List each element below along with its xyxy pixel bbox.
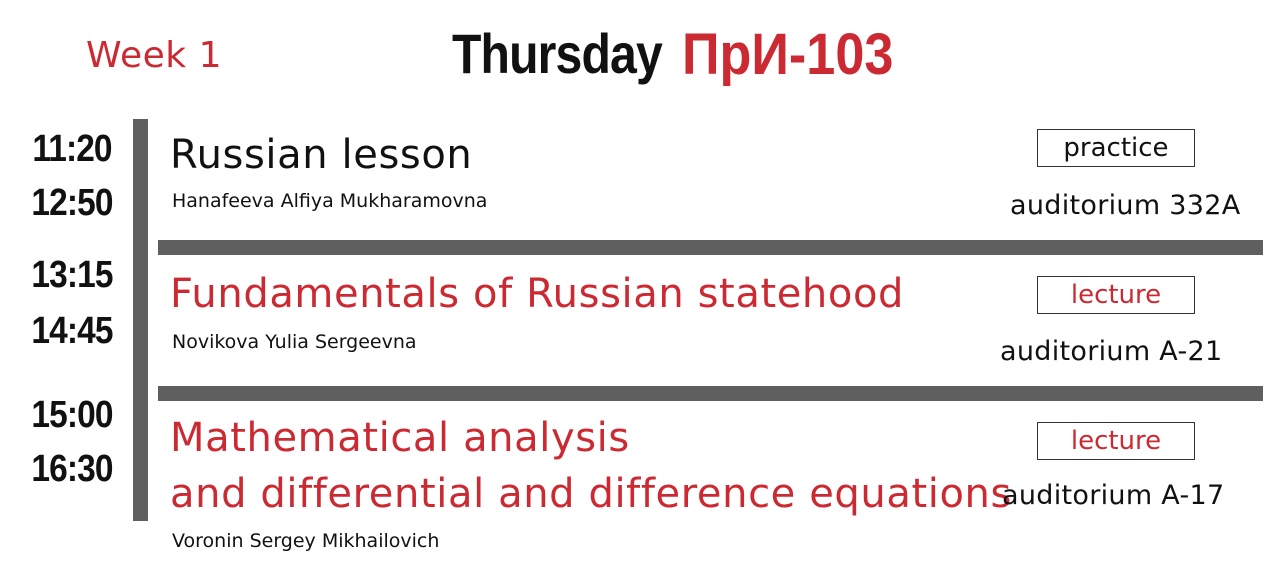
lesson-divider-1: [158, 240, 1263, 255]
lesson-1-type-badge: practice: [1037, 129, 1195, 167]
lesson-divider-2: [158, 386, 1263, 401]
lesson-3-subject-line-1: Mathematical analysis: [170, 415, 630, 461]
lesson-1-room: auditorium 332A: [1010, 190, 1241, 221]
lesson-2-room: auditorium A-21: [1000, 336, 1223, 367]
lesson-3-teacher: Voronin Sergey Mikhailovich: [172, 530, 440, 552]
vertical-divider: [133, 119, 148, 521]
week-label: Week 1: [86, 35, 222, 76]
lesson-3-type-badge: lecture: [1037, 422, 1195, 460]
lesson-3-room: auditorium A-17: [1002, 480, 1225, 511]
day-title: Thursday: [452, 22, 662, 85]
lesson-1-teacher: Hanafeeva Alfiya Mukharamovna: [172, 190, 488, 212]
lesson-3-start-time: 15:00: [31, 394, 113, 436]
lesson-2-subject: Fundamentals of Russian statehood: [170, 271, 905, 317]
lesson-2-start-time: 13:15: [31, 254, 113, 296]
lesson-3-subject-line-2: and differential and difference equations: [170, 471, 1012, 517]
lesson-1-subject: Russian lesson: [170, 132, 473, 178]
lesson-2-end-time: 14:45: [31, 310, 113, 352]
lesson-2-teacher: Novikova Yulia Sergeevna: [172, 331, 417, 353]
lesson-3-end-time: 16:30: [31, 448, 113, 490]
group-code: ПрИ-103: [682, 22, 894, 87]
lesson-1-start-time: 11:20: [32, 128, 112, 170]
lesson-1-end-time: 12:50: [31, 182, 113, 224]
lesson-2-type-badge: lecture: [1037, 276, 1195, 314]
